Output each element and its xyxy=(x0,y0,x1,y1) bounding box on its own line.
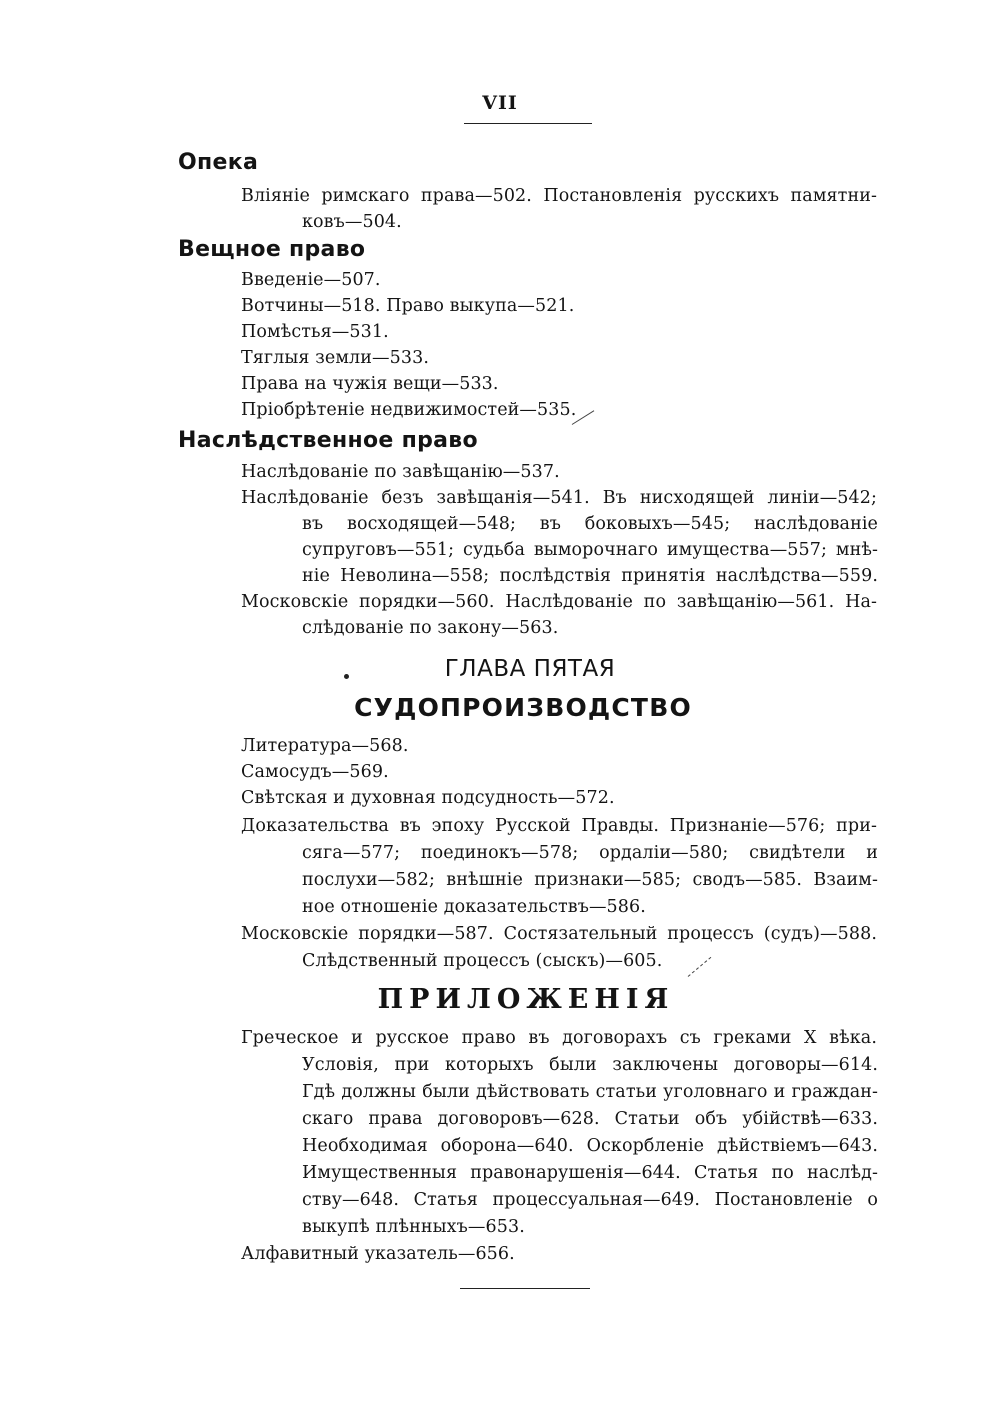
toc-line: ніе Неволина—558; послѣдствія принятія наслѣдства—559. xyxy=(302,566,878,586)
appendix-title: ПРИЛОЖЕНІЯ xyxy=(377,984,675,1015)
toc-line: Введеніе—507. xyxy=(241,270,381,290)
toc-line: Гдѣ должны были дѣйствовать статьи уголовнаго и граждан- xyxy=(302,1082,878,1102)
toc-line: Вліяніе римскаго права—502. Постановленія русскихъ памятни- xyxy=(241,186,877,206)
toc-line: Права на чужія вещи—533. xyxy=(241,374,499,394)
toc-line: Имущественныя правонарушенія—644. Статья по наслѣд- xyxy=(302,1163,878,1183)
toc-line: Московскіе порядки—587. Состязательный процессъ (судъ)—588. xyxy=(241,924,877,944)
toc-line: Условія, при которыхъ были заключены договоры—614. xyxy=(302,1055,878,1075)
chapter-label: ГЛАВА ПЯТАЯ xyxy=(444,656,616,682)
toc-line: Доказательства въ эпоху Русской Правды. Признаніе—576; при- xyxy=(241,816,877,836)
toc-line: Свѣтская и духовная подсудность—572. xyxy=(241,788,615,808)
toc-line: ное отношеніе доказательствъ—586. xyxy=(302,897,646,917)
toc-line: въ восходящей—548; въ боковыхъ—545; наслѣдованіе xyxy=(302,514,878,534)
toc-line: Вотчины—518. Право выкупа—521. xyxy=(241,296,575,316)
toc-line: Самосудъ—569. xyxy=(241,762,389,782)
toc-line: Греческое и русское право въ договорахъ съ греками X вѣка. xyxy=(241,1028,877,1048)
toc-line: Московскіе порядки—560. Наслѣдованіе по завѣщанію—561. На- xyxy=(241,592,877,612)
toc-line: супруговъ—551; судьба выморочнаго имущества—557; мнѣ- xyxy=(302,540,878,560)
toc-line: скаго права договоровъ—628. Статьи объ убійствѣ—633. xyxy=(302,1109,878,1129)
footer-rule xyxy=(460,1288,590,1289)
toc-line: Помѣстья—531. xyxy=(241,322,389,342)
toc-line: Пріобрѣтеніе недвижимостей—535. xyxy=(241,400,577,420)
toc-line: выкупѣ плѣнныхъ—653. xyxy=(302,1217,525,1237)
toc-line: Алфавитный указатель—656. xyxy=(241,1244,515,1264)
toc-line: ковъ—504. xyxy=(302,212,402,232)
toc-line: слѣдованіе по закону—563. xyxy=(302,618,559,638)
toc-line: Литература—568. xyxy=(241,736,409,756)
toc-line: Наслѣдованіе по завѣщанію—537. xyxy=(241,462,560,482)
page-number: VII xyxy=(482,92,518,114)
toc-line: Тяглыя земли—533. xyxy=(241,348,429,368)
toc-line: Наслѣдованіе безъ завѣщанія—541. Въ нисходящей линіи—542; xyxy=(241,488,877,508)
section-title-veshchnoe: Вещное право xyxy=(178,237,366,262)
bullet-dot xyxy=(344,674,349,679)
section-title-nasledstvennoe: Наслѣдственное право xyxy=(178,428,478,453)
toc-line: ству—648. Статья процессуальная—649. Постановленіе о xyxy=(302,1190,878,1210)
toc-line: Необходимая оборона—640. Оскорбленіе дѣйствіемъ—643. xyxy=(302,1136,878,1156)
chapter-title: СУДОПРОИЗВОДСТВО xyxy=(354,693,692,722)
header-rule xyxy=(464,123,592,124)
toc-line: послухи—582; внѣшніе признаки—585; сводъ—585. Взаим- xyxy=(302,870,878,890)
pencil-mark xyxy=(688,957,712,977)
section-title-opeka: Опека xyxy=(178,150,259,175)
toc-line: Слѣдственный процессъ (сыскъ)—605. xyxy=(302,951,663,971)
toc-line: сяга—577; поединокъ—578; ордаліи—580; свидѣтели и xyxy=(302,843,878,863)
